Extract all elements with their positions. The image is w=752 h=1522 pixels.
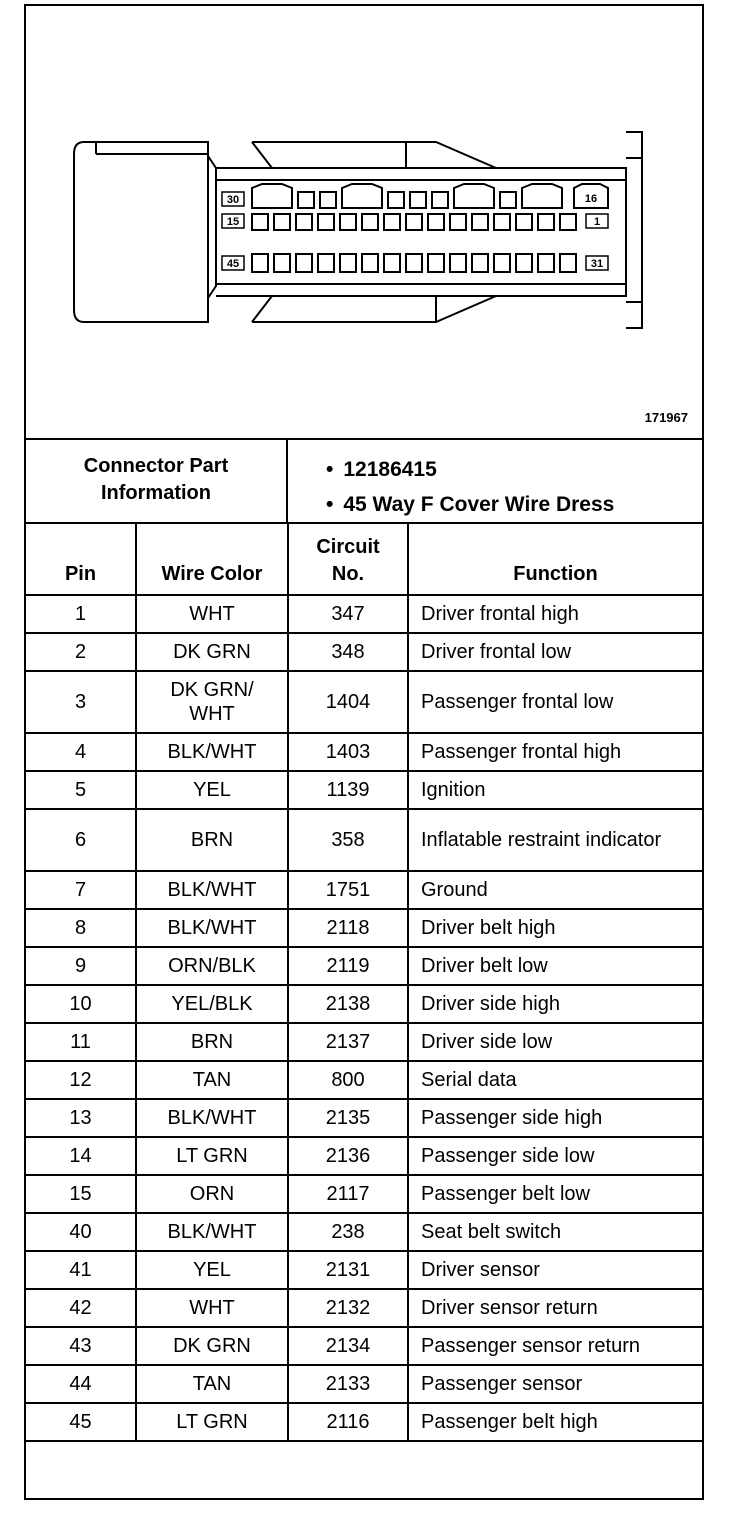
function-cell: Driver sensor	[408, 1251, 702, 1289]
function-cell: Inflatable restraint indicator	[408, 809, 702, 871]
circuit-cell: 347	[288, 595, 408, 633]
wire-color-cell: WHT	[136, 1289, 288, 1327]
pin-cell: 2	[26, 633, 136, 671]
pin-cell: 5	[26, 771, 136, 809]
table-row	[26, 671, 702, 733]
pin-cell: 3	[26, 671, 136, 733]
pin-cell: 15	[26, 1175, 136, 1213]
header-function: Function	[408, 522, 702, 595]
table-row	[26, 1023, 702, 1061]
pin-table	[26, 522, 702, 1442]
table-row	[26, 909, 702, 947]
circuit-cell: 1139	[288, 771, 408, 809]
table-row	[26, 947, 702, 985]
function-cell: Passenger side low	[408, 1137, 702, 1175]
pin-cell: 41	[26, 1251, 136, 1289]
pin-label-45: 45	[226, 258, 240, 270]
pin-cell: 14	[26, 1137, 136, 1175]
header-pin: Pin	[26, 522, 136, 595]
connector-drawing	[26, 6, 702, 438]
circuit-cell: 2133	[288, 1365, 408, 1403]
table-row	[26, 733, 702, 771]
terminal-row-middle	[252, 214, 576, 230]
connector-part-info	[26, 438, 702, 524]
wire-color-cell: BLK/WHT	[136, 871, 288, 909]
pin-cell: 13	[26, 1099, 136, 1137]
header-wire-color: Wire Color	[136, 522, 288, 595]
function-cell: Driver side low	[408, 1023, 702, 1061]
table-row	[26, 985, 702, 1023]
table-row	[26, 1099, 702, 1137]
figure-id: 171967	[644, 410, 688, 425]
function-cell: Ignition	[408, 771, 702, 809]
function-cell: Passenger belt high	[408, 1403, 702, 1441]
wire-color-cell: DK GRN	[136, 633, 288, 671]
pin-table-header	[26, 522, 702, 595]
part-description: • 45 Way F Cover Wire Dress	[326, 487, 614, 522]
table-row	[26, 1251, 702, 1289]
function-cell: Passenger frontal low	[408, 671, 702, 733]
function-cell: Driver frontal low	[408, 633, 702, 671]
connector-sheet	[24, 4, 704, 1500]
table-row	[26, 1327, 702, 1365]
info-label	[26, 438, 288, 522]
circuit-cell: 348	[288, 633, 408, 671]
pin-cell: 8	[26, 909, 136, 947]
pin-label-31: 31	[590, 258, 604, 270]
circuit-cell: 2134	[288, 1327, 408, 1365]
wire-color-cell: YEL/BLK	[136, 985, 288, 1023]
circuit-cell: 2136	[288, 1137, 408, 1175]
pin-table-body	[26, 595, 702, 1441]
circuit-cell: 2137	[288, 1023, 408, 1061]
table-row	[26, 809, 702, 871]
wire-color-cell: TAN	[136, 1061, 288, 1099]
pin-label-30: 30	[226, 194, 240, 206]
function-cell: Passenger sensor return	[408, 1327, 702, 1365]
table-row	[26, 1061, 702, 1099]
circuit-cell: 238	[288, 1213, 408, 1251]
function-cell: Passenger sensor	[408, 1365, 702, 1403]
function-cell: Passenger belt low	[408, 1175, 702, 1213]
connector-body	[216, 168, 626, 296]
pin-cell: 12	[26, 1061, 136, 1099]
wire-color-cell: LT GRN	[136, 1403, 288, 1441]
header-circuit-line1: Circuit	[316, 536, 380, 558]
circuit-cell: 1403	[288, 733, 408, 771]
function-cell: Serial data	[408, 1061, 702, 1099]
wire-color-cell: BRN	[136, 809, 288, 871]
info-label-line2: Information	[101, 482, 211, 504]
function-cell: Seat belt switch	[408, 1213, 702, 1251]
circuit-cell: 800	[288, 1061, 408, 1099]
info-values	[326, 452, 614, 522]
pin-cell: 7	[26, 871, 136, 909]
table-row	[26, 871, 702, 909]
circuit-cell: 1404	[288, 671, 408, 733]
pin-cell: 43	[26, 1327, 136, 1365]
table-row	[26, 633, 702, 671]
pin-cell: 40	[26, 1213, 136, 1251]
wire-color-cell: DK GRN	[136, 1327, 288, 1365]
pin-cell: 11	[26, 1023, 136, 1061]
wire-color-cell: LT GRN	[136, 1137, 288, 1175]
info-label-line1: Connector Part	[83, 455, 229, 477]
function-cell: Driver sensor return	[408, 1289, 702, 1327]
circuit-cell: 358	[288, 809, 408, 871]
wire-color-cell: BLK/WHT	[136, 733, 288, 771]
pin-cell: 4	[26, 733, 136, 771]
table-row	[26, 1175, 702, 1213]
circuit-cell: 2117	[288, 1175, 408, 1213]
wire-color-cell: BLK/WHT	[136, 1213, 288, 1251]
pin-cell: 42	[26, 1289, 136, 1327]
function-cell: Driver belt high	[408, 909, 702, 947]
wire-color-cell: ORN/BLK	[136, 947, 288, 985]
wire-color-cell: TAN	[136, 1365, 288, 1403]
function-cell: Driver frontal high	[408, 595, 702, 633]
connector-flange	[626, 132, 642, 328]
terminal-row-top	[252, 184, 608, 208]
pin-cell: 10	[26, 985, 136, 1023]
wire-color-cell: WHT	[136, 595, 288, 633]
part-number: • 12186415	[326, 452, 614, 487]
pin-label-16: 16	[584, 193, 598, 205]
table-row	[26, 771, 702, 809]
function-cell: Driver belt low	[408, 947, 702, 985]
pin-cell: 44	[26, 1365, 136, 1403]
table-row	[26, 1213, 702, 1251]
table-row	[26, 595, 702, 633]
connector-diagram	[26, 6, 702, 440]
wire-color-cell: YEL	[136, 771, 288, 809]
wire-color-cell: BLK/WHT	[136, 1099, 288, 1137]
circuit-cell: 2118	[288, 909, 408, 947]
function-cell: Driver side high	[408, 985, 702, 1023]
circuit-cell: 1751	[288, 871, 408, 909]
header-circuit	[288, 522, 408, 595]
pin-label-1: 1	[593, 216, 601, 228]
pin-label-15: 15	[226, 216, 240, 228]
pin-cell: 9	[26, 947, 136, 985]
terminal-row-bottom	[252, 254, 576, 272]
circuit-cell: 2131	[288, 1251, 408, 1289]
wire-color-cell: DK GRN/ WHT	[136, 671, 288, 733]
circuit-cell: 2132	[288, 1289, 408, 1327]
wire-color-cell: BLK/WHT	[136, 909, 288, 947]
wire-color-cell: BRN	[136, 1023, 288, 1061]
connector-shell-left	[74, 142, 208, 322]
circuit-cell: 2119	[288, 947, 408, 985]
circuit-cell: 2138	[288, 985, 408, 1023]
function-cell: Ground	[408, 871, 702, 909]
circuit-cell: 2135	[288, 1099, 408, 1137]
table-row	[26, 1289, 702, 1327]
function-cell: Passenger side high	[408, 1099, 702, 1137]
table-row	[26, 1365, 702, 1403]
wire-color-cell: YEL	[136, 1251, 288, 1289]
function-cell: Passenger frontal high	[408, 733, 702, 771]
circuit-cell: 2116	[288, 1403, 408, 1441]
pin-cell: 1	[26, 595, 136, 633]
table-row	[26, 1403, 702, 1441]
wire-color-cell: ORN	[136, 1175, 288, 1213]
pin-cell: 45	[26, 1403, 136, 1441]
header-circuit-line2: No.	[331, 563, 365, 585]
pin-cell: 6	[26, 809, 136, 871]
table-row	[26, 1137, 702, 1175]
